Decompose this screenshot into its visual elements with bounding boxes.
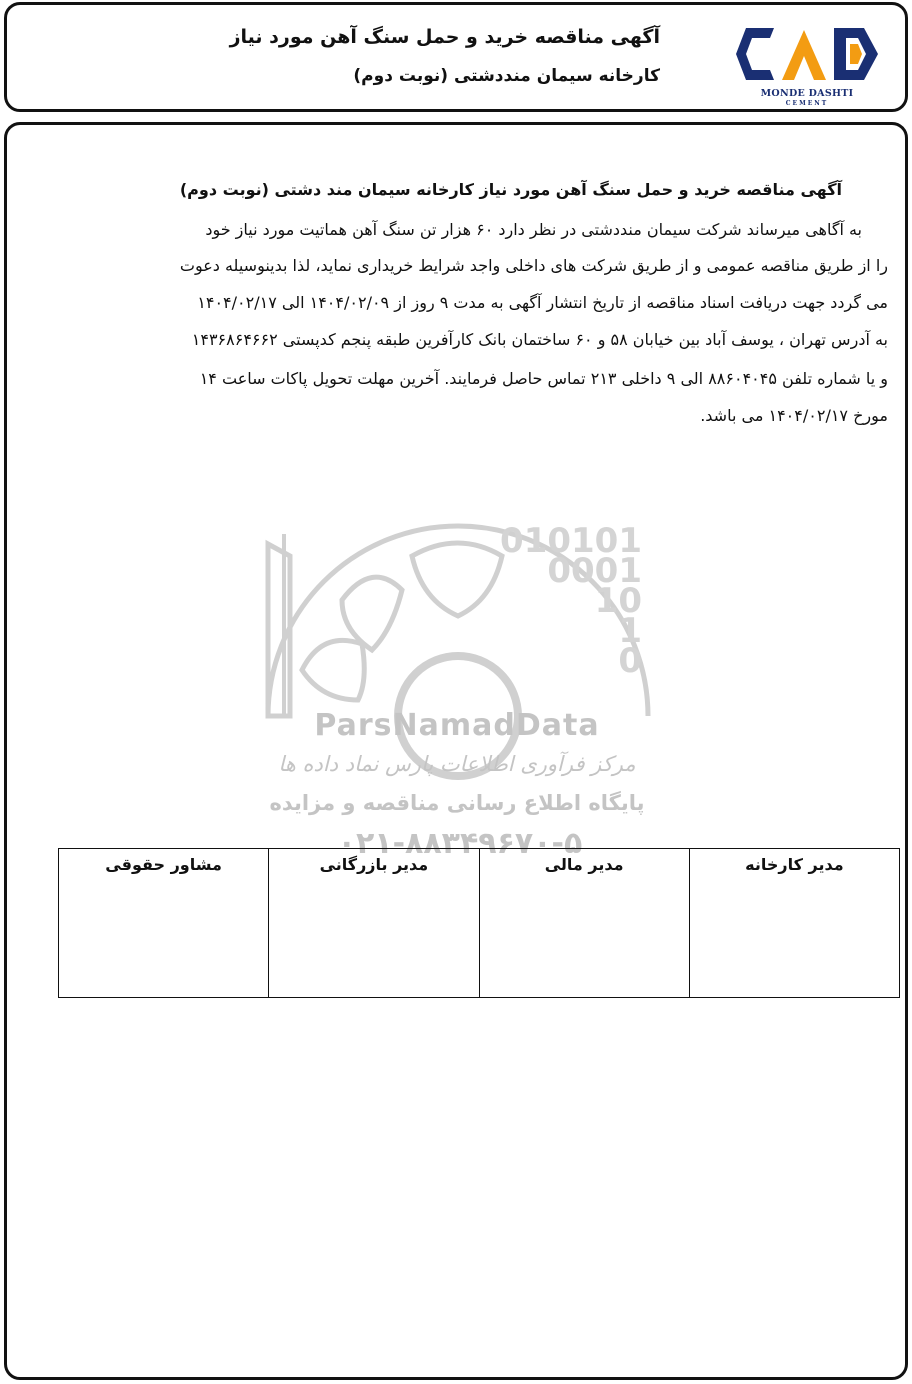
watermark-farsi-line-2: پایگاه اطلاع رسانی مناقصه و مزایده: [269, 791, 645, 815]
company-logo: [734, 20, 880, 108]
watermark-phone: ۰۲۱-۸۸۳۴۹۶۷۰-۵: [337, 826, 583, 861]
watermark-brand: ParsNamadData: [314, 708, 600, 743]
logo-sub: CEMENT: [785, 100, 829, 107]
signature-cell: مدیر کارخانه: [689, 849, 899, 998]
notice-line: می گردد جهت دریافت اسناد مناقصه از تاریخ انتشار آگهی به مدت ۹ روز از ۱۴۰۴/۰۲/۰۹ الی ۱۴۰۴/۰۲/۱۷: [197, 293, 888, 312]
notice-line: را از طریق مناقصه عمومی و از طریق شرکت های داخلی واجد شرایط خریداری نماید، لذا بدینوسیله دعوت: [179, 256, 888, 275]
logo-mark-icon: [734, 20, 880, 90]
notice-line: به آدرس تهران ، یوسف آباد بین خیابان ۵۸ و ۶۰ ساختمان بانک کارآفرین طبقه پنجم کدپستی ۱۴۳۶۸۶۴۶۶۲: [191, 330, 888, 349]
watermark-binary-row: 1: [618, 611, 642, 651]
signature-cell: مشاور حقوقی: [59, 849, 269, 998]
header-title-line-1: آگهی مناقصه خرید و حمل سنگ آهن مورد نیاز: [229, 26, 660, 48]
notice-line: و یا شماره تلفن ۸۸۶۰۴۰۴۵ الی ۹ داخلی ۲۱۳ تماس حاصل فرمایند. آخرین مهلت تحویل پاکات ساعت ۱۴: [199, 369, 888, 388]
table-row: [59, 849, 900, 998]
watermark-farsi-line-1: مرکز فرآوری اطلاعات پارس نماد داده ها: [278, 752, 636, 776]
notice-line: به آگاهی میرساند شرکت سیمان منددشتی در نظر دارد ۶۰ هزار تن سنگ آهن هماتیت مورد نیاز خود: [205, 220, 862, 239]
watermark-binary-row: 10: [594, 581, 642, 621]
notice-title: آگهی مناقصه خرید و حمل سنگ آهن مورد نیاز کارخانه سیمان مند دشتی (نوبت دوم): [179, 180, 842, 199]
notice-line: مورخ ۱۴۰۴/۰۲/۱۷ می باشد.: [700, 406, 888, 425]
signature-cell: مدیر بازرگانی: [269, 849, 479, 998]
signature-cell: مدیر مالی: [479, 849, 689, 998]
logo-name: MONDE DASHTI: [760, 88, 854, 99]
signature-table: [58, 848, 900, 998]
watermark-binary-row: 0001: [547, 551, 642, 591]
watermark-binary-row: 0: [618, 641, 642, 681]
header-title-line-2: کارخانه سیمان منددشتی (نوبت دوم): [353, 66, 660, 86]
watermark-binary-row: 010101: [500, 521, 642, 561]
